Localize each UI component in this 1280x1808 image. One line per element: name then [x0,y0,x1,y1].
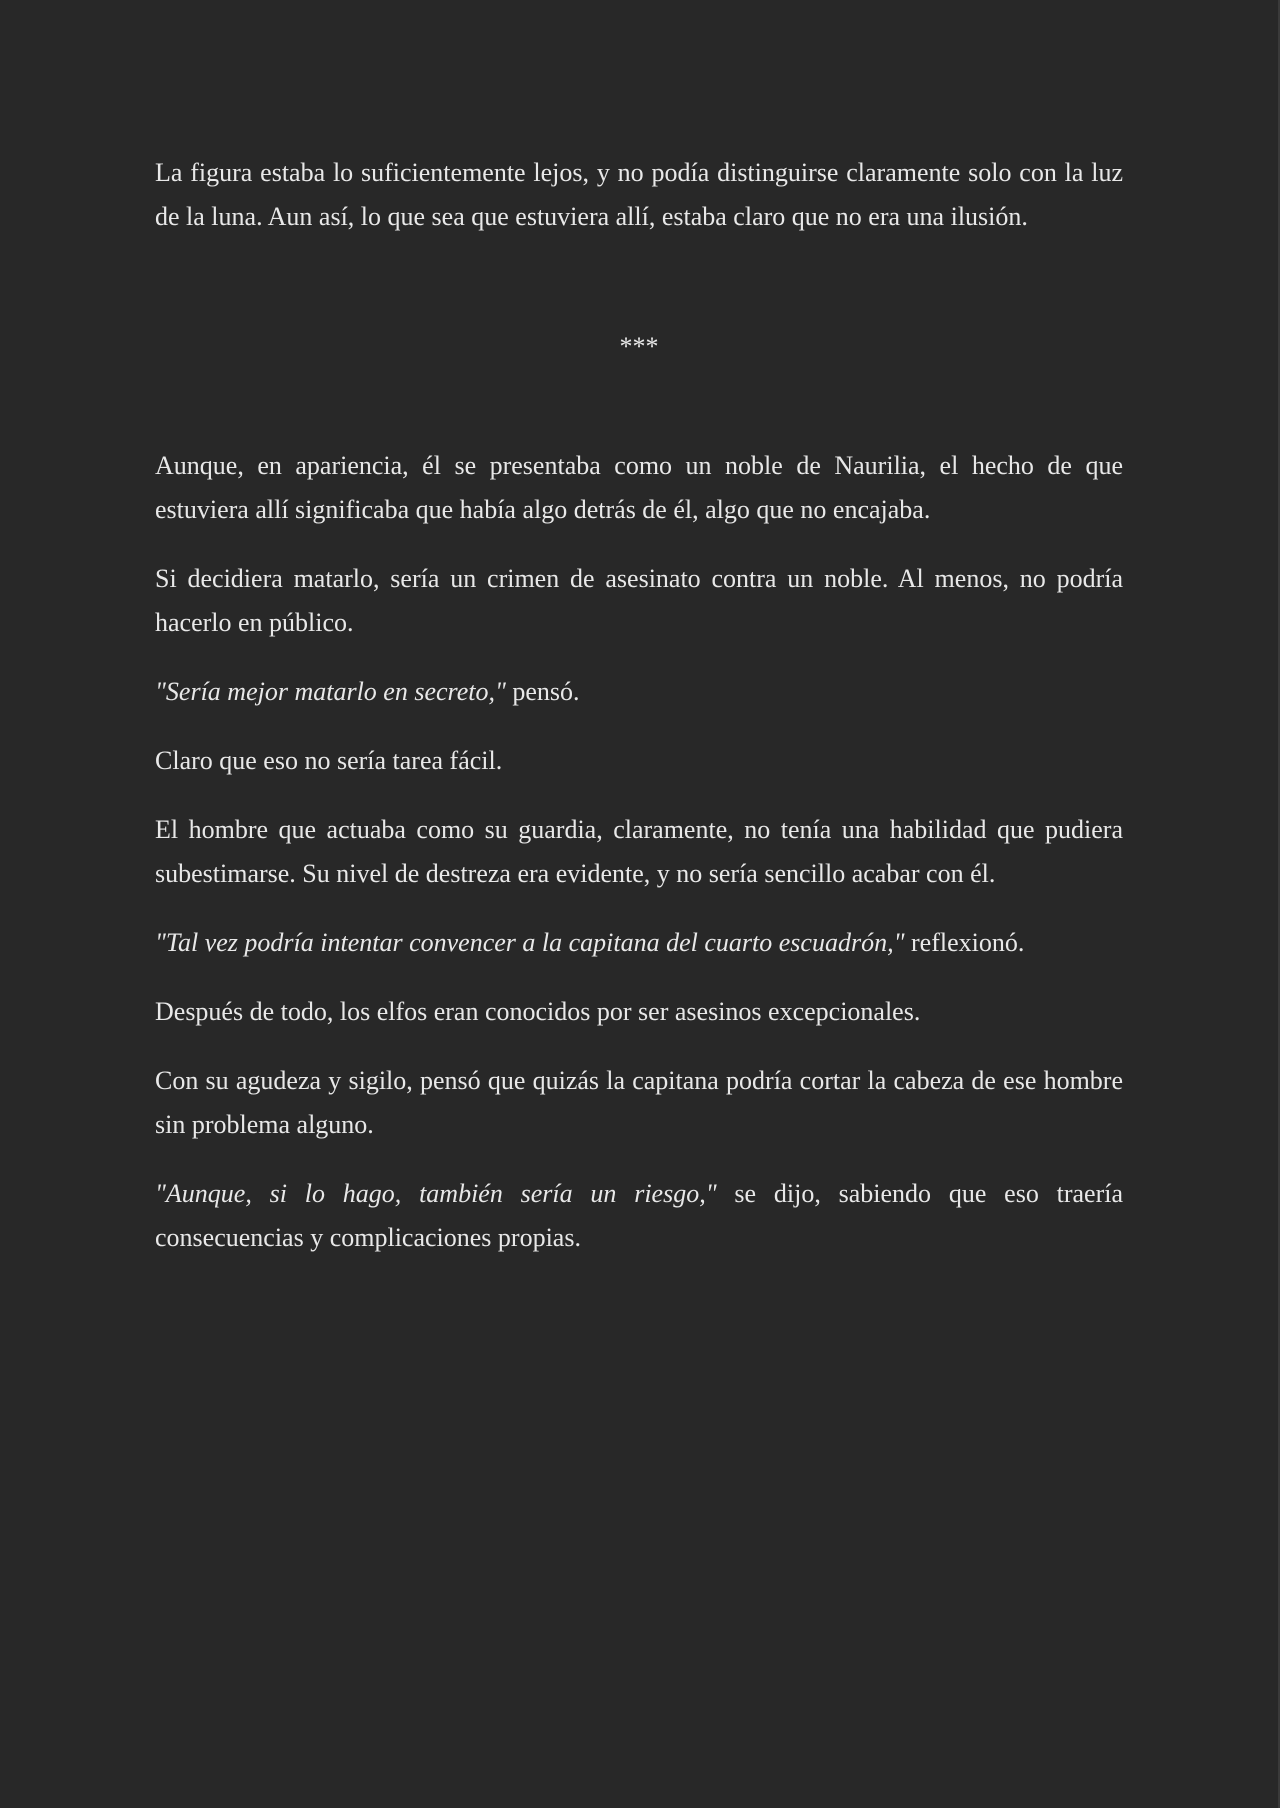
paragraph: Aunque, en apariencia, él se presentaba como un noble de Naurilia, el hecho de que estuviera allí significaba que había algo detrás de él, algo que no encajaba. [155,451,1123,524]
scene-separator: *** [619,332,659,361]
paragraph: "Sería mejor matarlo en secreto," pensó. [155,677,580,706]
paragraph: El hombre que actuaba como su guardia, claramente, no tenía una habilidad que pudiera subestimarse. Su nivel de destreza era evidente, y no sería sencillo acabar con él. [155,815,1123,888]
thought-text: "Sería mejor matarlo en secreto," [155,677,506,706]
spacer [155,239,1123,325]
reader-content [155,151,1123,1285]
paragraph: Después de todo, los elfos eran conocidos por ser asesinos excepcionales. [155,997,921,1026]
paragraph: Con su agudeza y sigilo, pensó que quizás la capitana podría cortar la cabeza de ese hombre sin problema alguno. [155,1066,1123,1139]
thought-text: "Aunque, si lo hago, también sería un riesgo," [155,1179,717,1208]
thought-text: "Tal vez podría intentar convencer a la capitana del cuarto escuadrón," [155,928,905,957]
paragraph: Claro que eso no sería tarea fácil. [155,746,503,775]
paragraph: Si decidiera matarlo, sería un crimen de asesinato contra un noble. Al menos, no podría hacerlo en público. [155,564,1123,637]
spacer [155,369,1123,444]
paragraph: "Tal vez podría intentar convencer a la capitana del cuarto escuadrón," reflexionó. [155,928,1025,957]
paragraph: La figura estaba lo suficientemente lejos, y no podía distinguirse claramente solo con la luz de la luna. Aun así, lo que sea que estuviera allí, estaba claro que no era una ilusión. [155,158,1123,231]
paragraph: "Aunque, si lo hago, también sería un riesgo," se dijo, sabiendo que eso traería consecuencias y complicaciones propias. [155,1179,1124,1252]
